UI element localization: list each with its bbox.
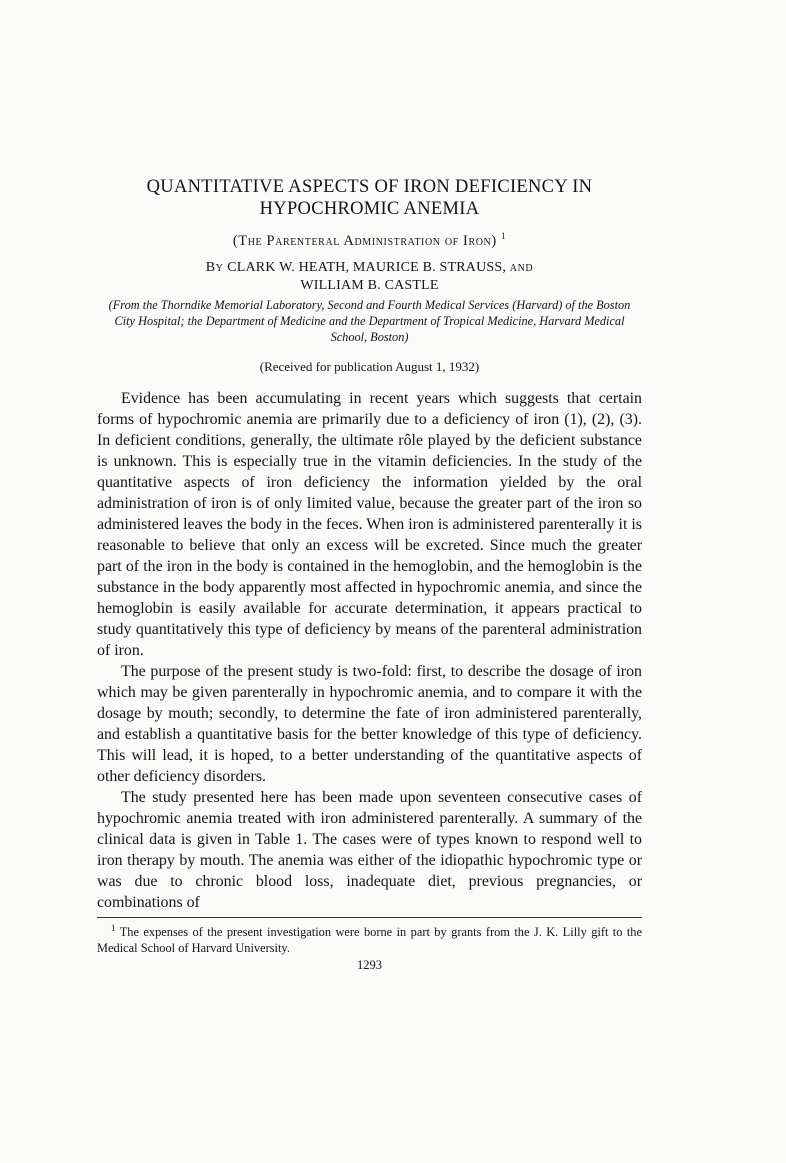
authors-and: and (509, 260, 534, 275)
footnote-text: The expenses of the present investigation were borne in part by grants from the J. K. Lilly gift to the Medical School of Harvard University. (97, 925, 643, 955)
article-title (97, 176, 642, 220)
authors-line-1 (97, 259, 642, 277)
body-paragraph-3: The study presented here has been made upon seventeen consecutive cases of hypochromic anemia treated with iron administered parenterally. A summary of the clinical data is given in Table 1. The cases were of types known to respond well to iron therapy by mouth. The anemia was either of the idiopathic hypochromic type or was due to chronic blood loss, inadequate diet, previous pregnancies, or combinations of (97, 789, 642, 911)
footnote-rule (97, 917, 642, 918)
footnote-mark: 1 (111, 922, 116, 933)
subtitle-text: (The Parenteral Administration of Iron) (232, 233, 497, 249)
body-paragraph-1: Evidence has been accumulating in recent years which suggests that certain forms of hypochromic anemia are primarily due to a deficiency of iron (1), (2), (3). In deficient conditions, generally, the ultimate rôle played by the deficient substance is unknown. This is especially true in the vitamin deficiencies. In the study of the quantitative aspects of iron deficiency the information yielded by the oral administration of iron is of only limited value, because the greater part of the iron so administered leaves the body in the feces. When iron is administered parenterally it is reasonable to believe that only an excess will be excreted. Since much the greater part of the iron in the body is contained in the hemoglobin, and the hemoglobin is the substance in the body apparently most affected in hypochromic anemia, and since the hemoglobin is easily available for accurate determination, it appears practical to study quantitatively this type of deficiency by means of the parenteral administration of iron. (97, 390, 642, 659)
authors-by: By (205, 260, 224, 275)
article-body (97, 388, 642, 913)
journal-page (97, 176, 642, 973)
title-line-2: HYPOCHROMIC ANEMIA (259, 199, 480, 219)
footnote (97, 924, 642, 956)
affiliation: (From the Thorndike Memorial Laboratory, Second and Fourth Medical Services (Harvard) of the Boston City Hospital; the Department of Medicine and the Department of Tropical Medicine, Harvard Medical School, Boston) (108, 298, 631, 344)
author-list (97, 259, 642, 295)
page-number: 1293 (357, 958, 382, 972)
body-paragraph-2: The purpose of the present study is two-fold: first, to describe the dosage of iron which may be given parenterally in hypochromic anemia, and to compare it with the dosage by mouth; secondly, to determine the fate of iron administered parenterally, and establish a quantitative basis for the better knowledge of this type of deficiency. This will lead, it is hoped, to a better understanding of the quantitative aspects of other deficiency disorders. (97, 663, 642, 785)
received-date: (Received for publication August 1, 1932) (259, 359, 480, 374)
article-subtitle (97, 233, 642, 250)
title-line-1: QUANTITATIVE ASPECTS OF IRON DEFICIENCY IN (146, 177, 593, 197)
authors-names-1: CLARK W. HEATH, MAURICE B. STRAUSS, (227, 260, 507, 275)
subtitle-footnote-mark: 1 (501, 231, 507, 242)
authors-line-2: WILLIAM B. CASTLE (300, 278, 439, 293)
